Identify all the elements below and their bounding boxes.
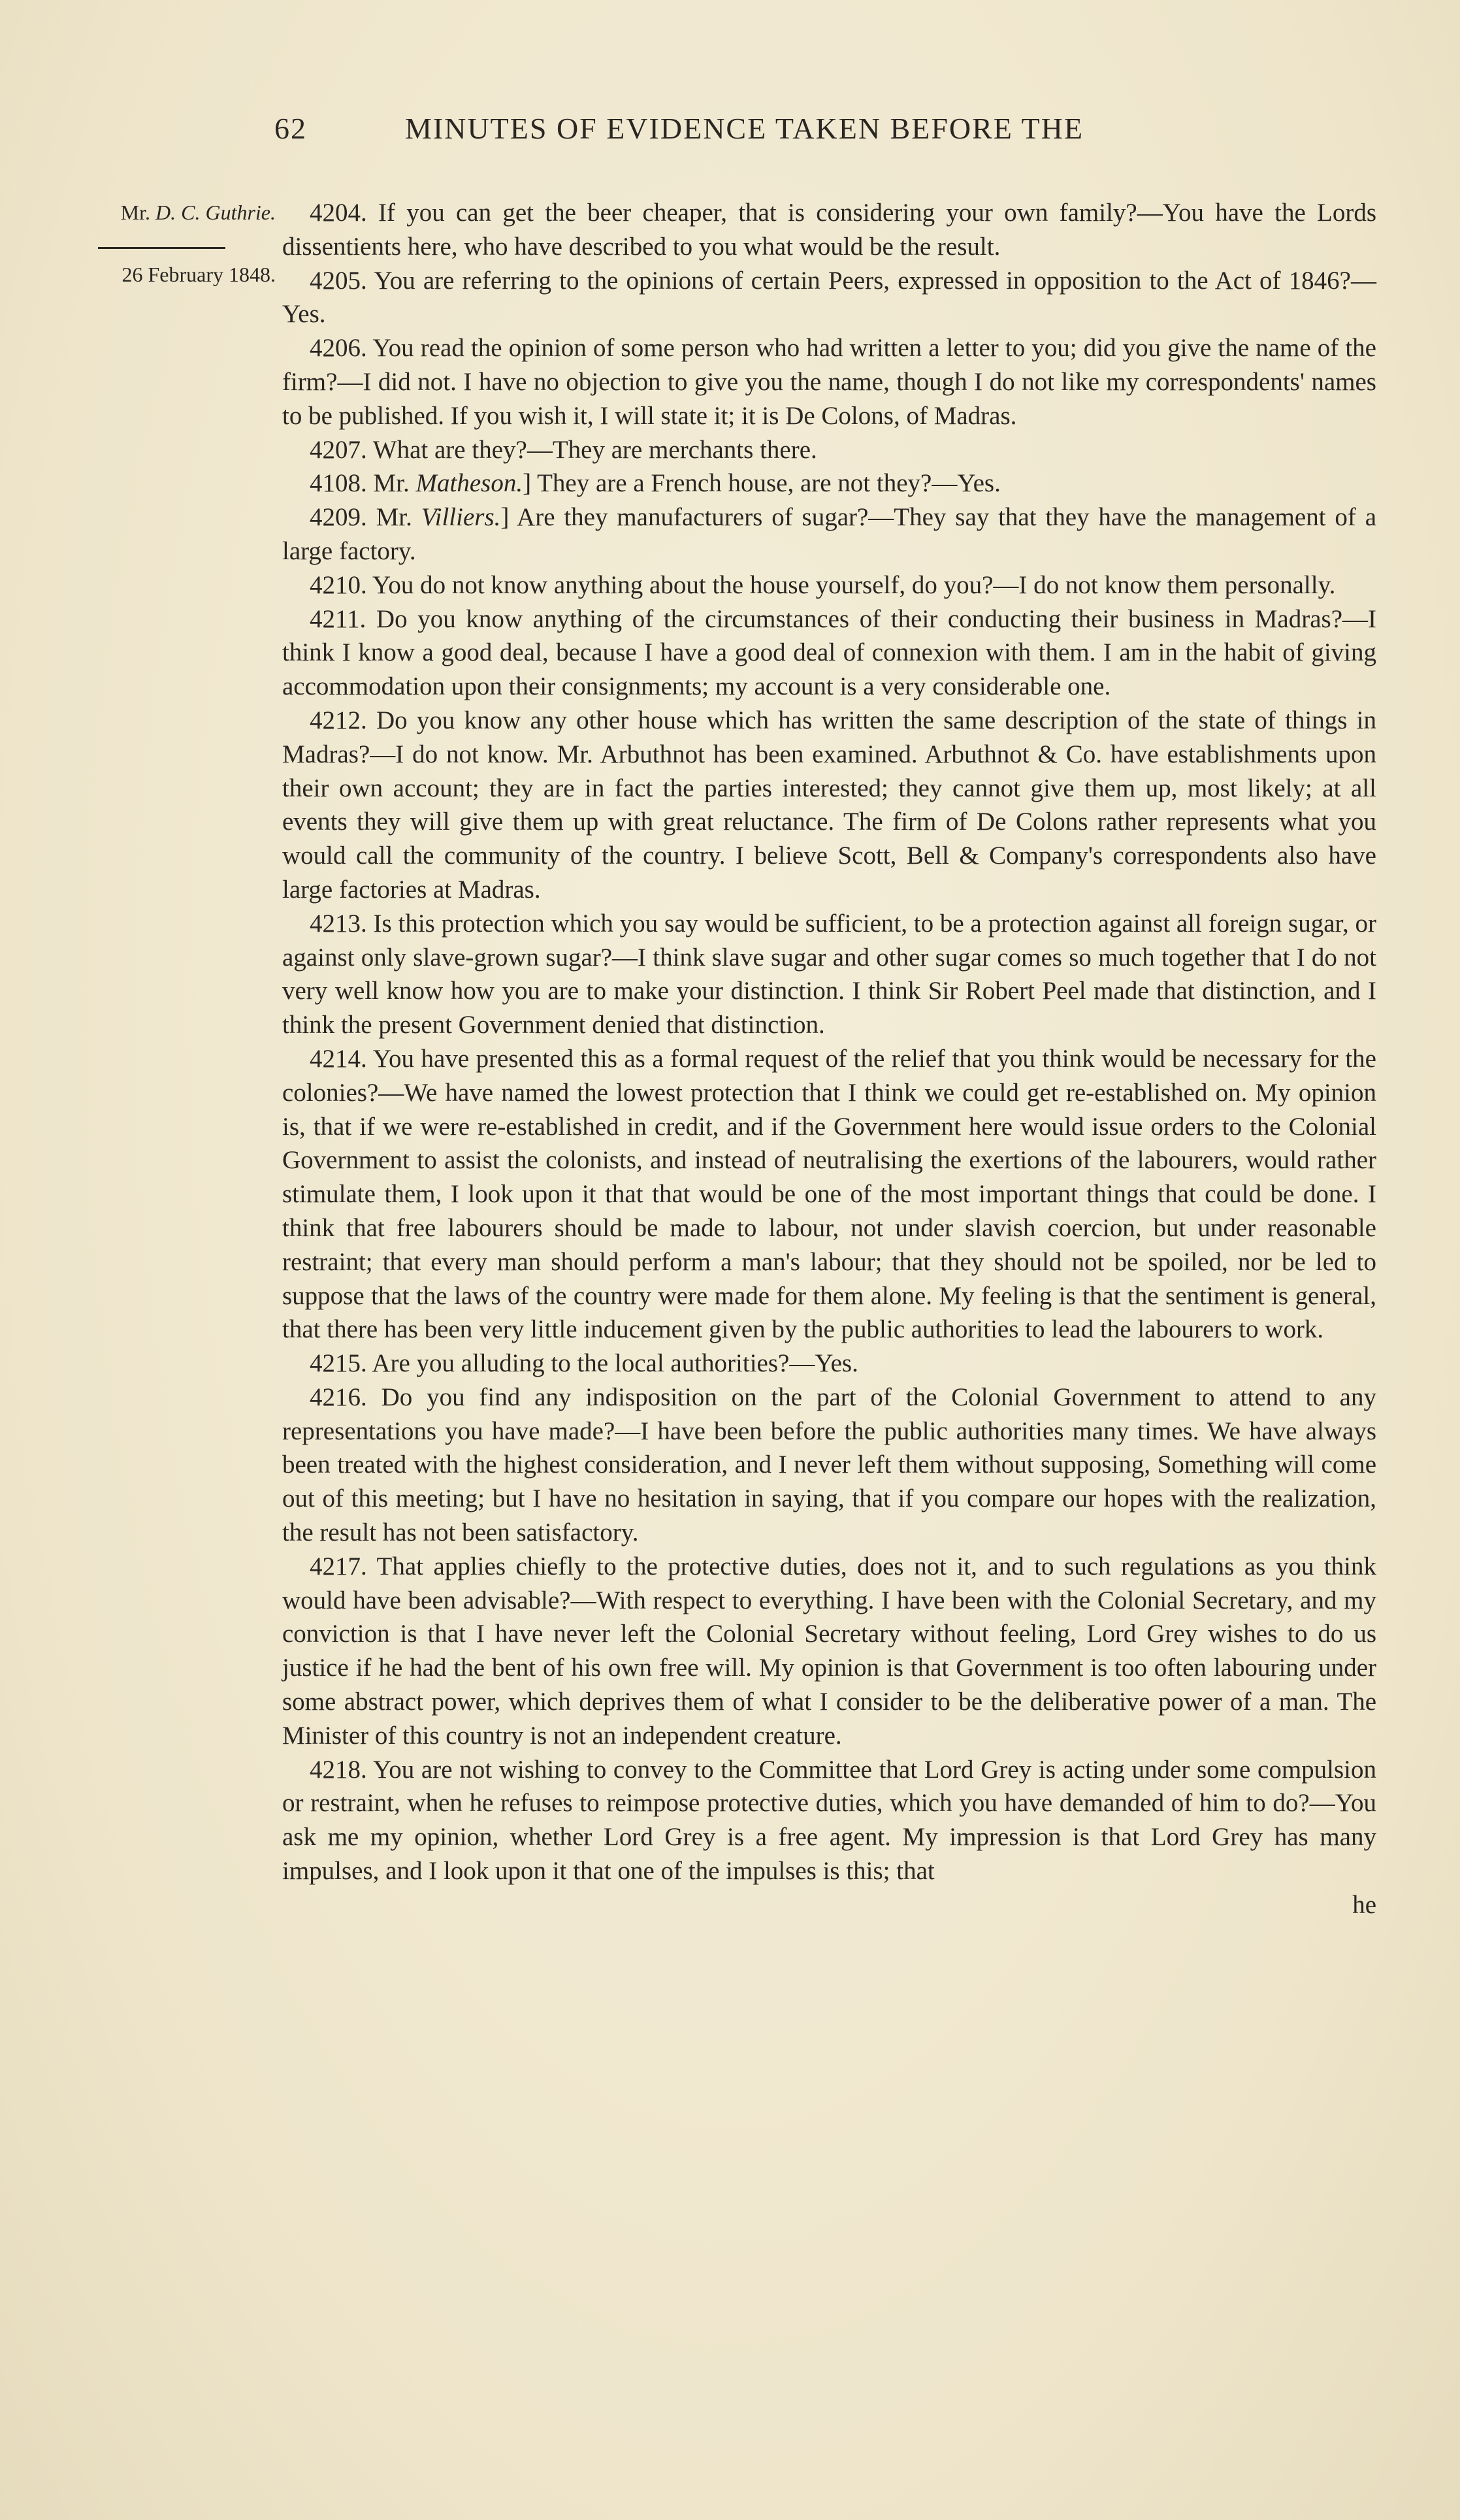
catchword: he [1352, 1890, 1376, 1919]
evidence-paragraph: 4215. Are you alluding to the local authorities?—Yes. [310, 1349, 858, 1378]
evidence-paragraph: 4204. If you can get the beer cheaper, that is considering your own family?—You have the Lords dissentients here, who have described to you what would be the result. [282, 199, 1376, 261]
evidence-paragraph: 4213. Is this protection which you say would be sufficient, to be a protection against all foreign sugar, or against only slave-grown sugar?—I think slave sugar and other sugar comes so much together that I do not very well know how you are to make your distinction. I think Sir Robert Peel made that distinction, and I think the present Government denied that distinction. [282, 909, 1376, 1039]
witness-margin-note [54, 201, 276, 225]
evidence-paragraph: 4217. That applies chiefly to the protective duties, does not it, and to such regulations as you think would have been advisable?—With respect to everything. I have been with the Colonial Secretary, and my conviction is that I have never left the Colonial Secretary without feeling, Lord Grey wishes to do us justice if he had the bent of his own free will. My opinion is that Government is too often labouring under some abstract power, which deprives them of what I consider to be the deliberative power of a man. The Minister of this country is not an independent creature. [282, 1552, 1376, 1750]
question-text: ] Are they manufacturers of sugar?—They say that they have the management of a large factory. [282, 503, 1377, 565]
page-number: 62 [274, 112, 307, 145]
evidence-paragraph: 4207. What are they?—They are merchants there. [310, 435, 817, 464]
margin-date: 26 February 1848. [122, 263, 276, 286]
evidence-paragraph: 4211. Do you know anything of the circumstances of their conducting their business in Madras?—I think I know a good deal, because I have a good deal of connexion with them. I am in the habit of giving accommodation upon their consignments; my account is a very considerable one. [282, 604, 1376, 701]
speaker-name: Matheson. [415, 469, 523, 498]
evidence-body [282, 196, 1376, 1922]
question-prefix: 4209. Mr. [310, 503, 421, 532]
evidence-paragraph: 4214. You have presented this as a formal request of the relief that you think would be necessary for the colonies?—We have named the lowest protection that I think we could get re-established on. My opinion is, that if we were re-established in credit, and if the Government here would issue orders to the Colonial Government to assist the colonists, and instead of neutralising the exertions of the labourers, would rather stimulate them, I look upon it that that would be one of the most important things that could be done. I think that free labourers should be made to labour, not under slavish coercion, but under reasonable restraint; that every man should perform a man's labour; that they should not be spoiled, nor be led to suppose that the laws of the country were made for them alone. My feeling is that the sentiment is general, that there has been very little inducement given by the public authorities to lead the labourers to work. [282, 1044, 1376, 1344]
question-prefix: 4108. Mr. [310, 469, 416, 498]
evidence-paragraph: 4218. You are not wishing to convey to the Committee that Lord Grey is acting under some compulsion or restraint, when he refuses to reimpose protective duties, which you have demanded of him to do?—You ask me my opinion, whether Lord Grey is a free agent. My impression is that Lord Grey has many impulses, and I look upon it that one of the impulses is this; that [282, 1755, 1376, 1886]
evidence-paragraph: 4216. Do you find any indisposition on the part of the Colonial Government to attend to any representations you have made?—I have been before the public authorities many times. We have always been treated with the highest consideration, and I never left them without supposing, Something will come out of this meeting; but I have no hesitation in saying, that if you compare our hopes with the realization, the result has not been satisfactory. [282, 1383, 1376, 1547]
witness-name: D. C. Guthrie. [155, 201, 276, 224]
running-title: MINUTES OF EVIDENCE TAKEN BEFORE THE [405, 112, 1084, 145]
evidence-paragraph: 4212. Do you know any other house which has written the same description of the state of things in Madras?—I do not know. Mr. Arbuthnot has been examined. Arbuthnot & Co. have establishments upon their own account; they are in fact the parties interested; they cannot give them up, most likely; at all events they will give them up with great reluctance. The firm of De Colons rather represents what you would call the community of the country. I believe Scott, Bell & Company's correspondents also have large factories at Madras. [282, 706, 1376, 904]
page-header [274, 111, 1391, 146]
witness-prefix: Mr. [120, 201, 150, 224]
margin-rule [98, 247, 225, 249]
evidence-paragraph [282, 466, 1376, 500]
evidence-paragraph: 4205. You are referring to the opinions of certain Peers, expressed in opposition to the Act of 1846?—Yes. [282, 266, 1376, 329]
speaker-name: Villiers. [421, 503, 501, 532]
question-text: ] They are a French house, are not they?—Yes. [523, 469, 1001, 498]
evidence-paragraph [282, 500, 1376, 568]
evidence-paragraph: 4206. You read the opinion of some person who had written a letter to you; did you give the name of the firm?—I did not. I have no objection to give you the name, though I do not like my correspondents' names to be published. If you wish it, I will state it; it is De Colons, of Madras. [282, 334, 1376, 430]
evidence-paragraph: 4210. You do not know anything about the house yourself, do you?—I do not know them personally. [310, 570, 1336, 599]
